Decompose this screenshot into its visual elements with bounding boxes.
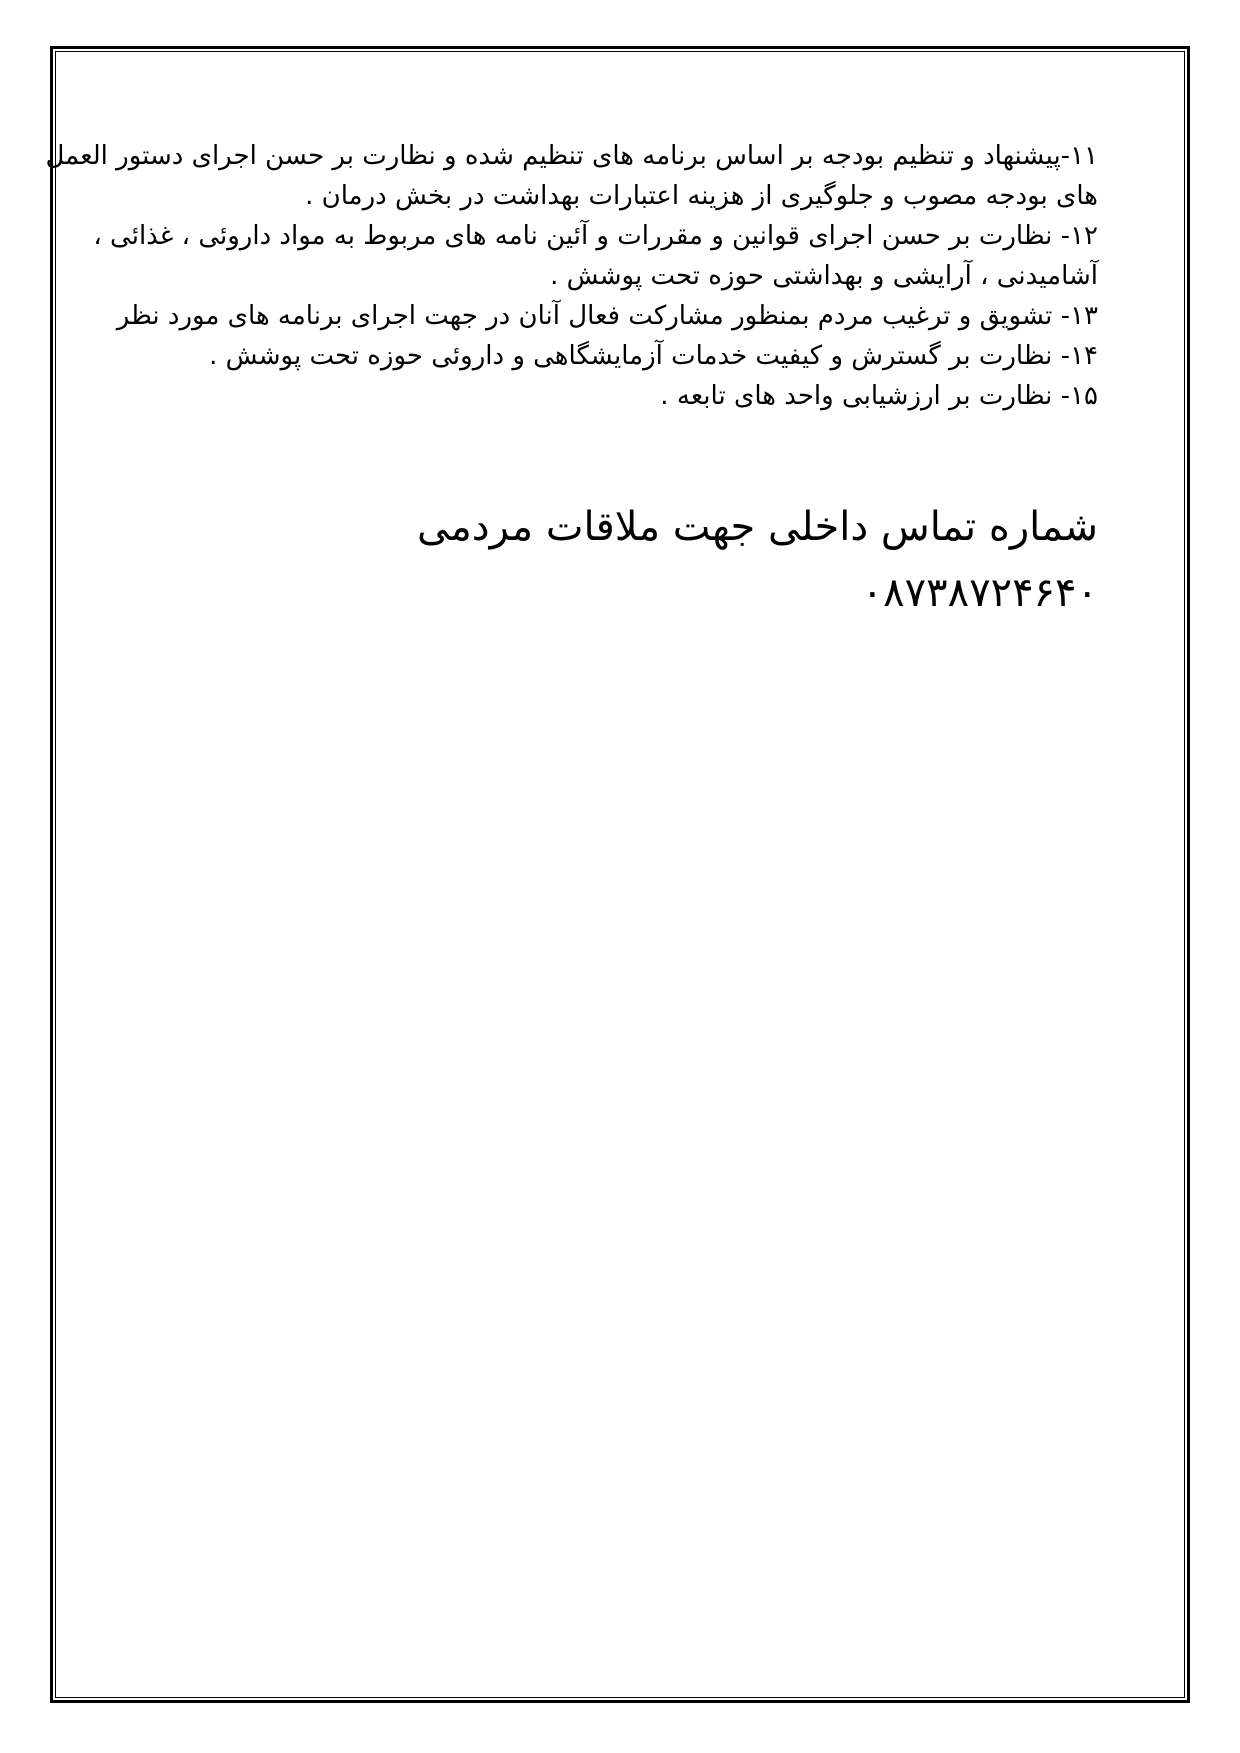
duties-list [45,136,1098,416]
contact-phone-number: ۰۸۷۳۸۷۲۴۶۴۰ [861,570,1098,616]
duty-item-14 [116,336,1098,376]
duty-line: ۱۵- نظارت بر ارزشیابی واحد های تابعه . [660,381,1098,411]
duty-line: ۱۲- نظارت بر حسن اجرای قوانین و مقررات و آئین نامه های مربوط به مواد داروئی ، غذائی ، [93,221,1098,251]
duty-item-11 [45,136,1098,216]
duty-item-13 [116,296,1098,336]
page-border-frame [45,46,1190,1703]
duty-line: های بودجه مصوب و جلوگیری از هزینه اعتبارات بهداشت در بخش درمان . [305,181,1098,211]
document-content [45,52,1184,626]
duty-line: ۱۱-پیشنهاد و تنظیم بودجه بر اساس برنامه های تنظیم شده و نظارت بر حسن اجرای دستور العمل [45,141,1098,171]
duty-line: ۱۳- تشویق و ترغیب مردم بمنظور مشارکت فعال آنان در جهت اجرای برنامه های مورد نظر [116,301,1098,331]
contact-section [116,494,1098,626]
duty-item-12 [93,216,1098,296]
page-border-inner-line [45,51,1185,1698]
duty-item-15 [116,376,1098,416]
contact-heading: شماره تماس داخلی جهت ملاقات مردمی [417,504,1098,550]
duty-line: آشامیدنی ، آرایشی و بهداشتی حوزه تحت پوشش . [550,261,1098,291]
duty-line: ۱۴- نظارت بر گسترش و کیفیت خدمات آزمایشگاهی و داروئی حوزه تحت پوشش . [209,341,1098,371]
